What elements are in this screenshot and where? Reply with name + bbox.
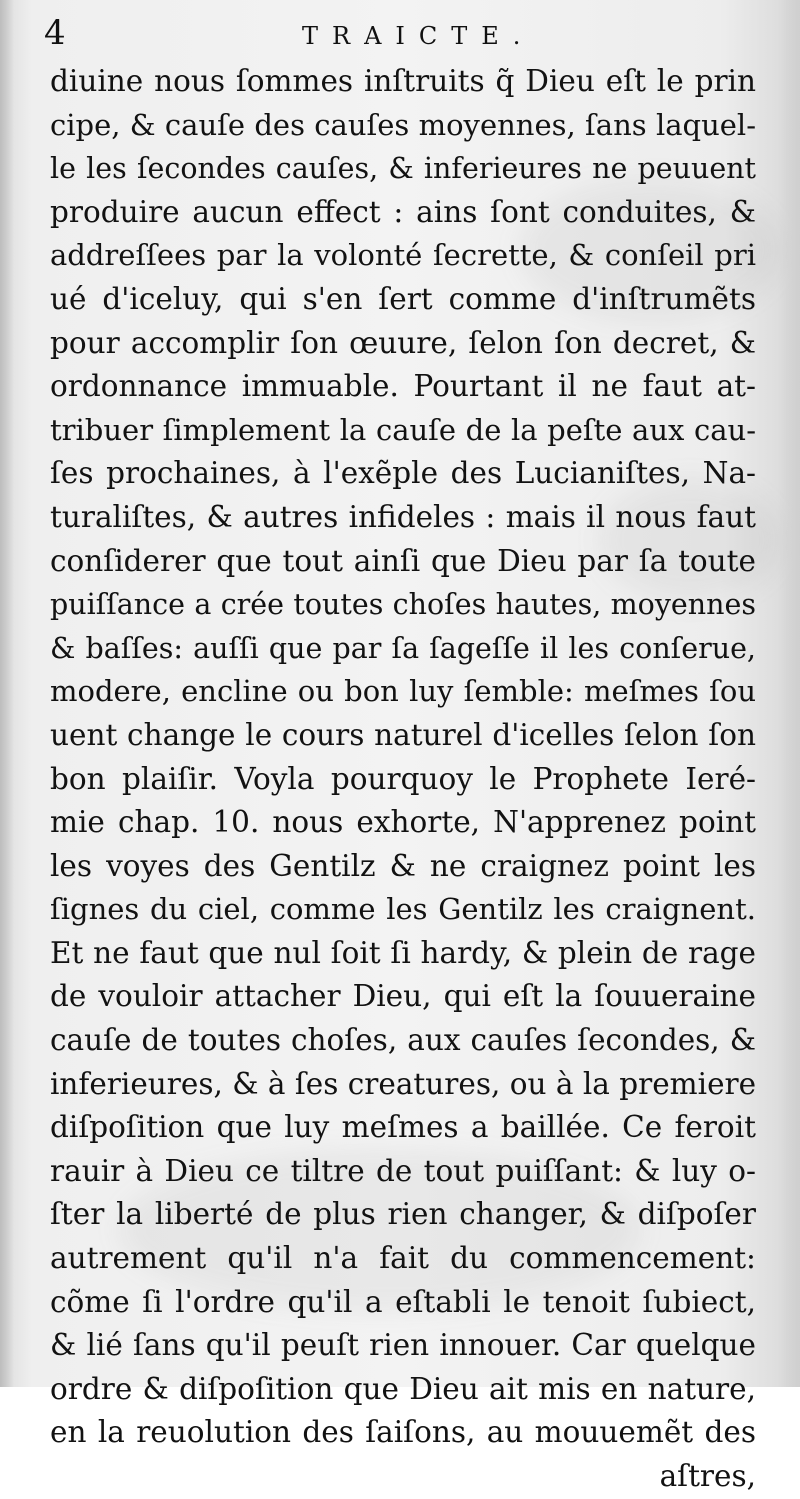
text-line: ué d'iceluy, qui s'en ſert comme d'inſtrumẽts — [50, 281, 756, 316]
text-line: cipe, & cauſe des cauſes moyennes, ſans laquel- — [50, 107, 756, 142]
text-line: uent change le cours naturel d'icelles ſelon ſon — [50, 717, 756, 752]
text-line: produire aucun effect : ains ſont conduites, & — [50, 194, 756, 229]
text-line: le les ſecondes cauſes, & inferieures ne peuuent — [50, 152, 756, 186]
text-line: Et ne faut que nul ſoit ſi hardy, & plein de rage — [50, 935, 756, 970]
body-text — [50, 60, 756, 1499]
text-line: cauſe de toutes choſes, aux cauſes ſecondes, & — [50, 1023, 756, 1058]
text-line: bon plaiſir. Voyla pourquoy le Prophete Ieré- — [50, 761, 756, 796]
text-line: diſpoſition que luy meſmes a baillée. Ce feroit — [50, 1110, 756, 1145]
text-line: inferieures, & à ſes creatures, ou à la premiere — [50, 1066, 757, 1101]
text-line: puiſſance a crée toutes choſes hautes, moyennes — [50, 588, 756, 622]
text-line: tribuer ſimplement la cauſe de la peſte aux cau- — [50, 412, 756, 447]
text-line: pour accomplir ſon œuure, ſelon ſon decret, & — [50, 325, 756, 360]
text-line: ſes prochaines, à l'exẽple des Lucianiſtes, Na- — [50, 456, 756, 491]
text-line: & baſſes: auſſi que par ſa ſageſſe il les conſerue, — [50, 631, 756, 665]
text-line: autrement qu'il n'a fait du commencement: — [50, 1241, 756, 1276]
text-line: & lié ſans qu'il peuſt rien innouer. Car quelque — [50, 1328, 756, 1363]
text-line: ordre & diſpoſition que Dieu ait mis en nature, — [50, 1371, 756, 1406]
text-line: conſiderer que tout ainſi que Dieu par ſa toute — [50, 543, 756, 578]
text-line: ſignes du ciel, comme les Gentilz les craignent. — [50, 892, 756, 927]
running-head: TRAICTE. — [302, 22, 535, 50]
page-number: 4 — [44, 13, 66, 53]
text-line: modere, encline ou bon luy ſemble: meſmes ſou — [50, 674, 756, 709]
text-line: en la reuolution des ſaiſons, au mouuemẽt des — [50, 1415, 756, 1450]
text-line: les voyes des Gentilz & ne craignez point les — [50, 848, 756, 883]
text-line: addreſſees par la volonté ſecrette, & conſeil pri — [50, 238, 756, 273]
text-line: rauir à Dieu ce tiltre de tout puiſſant: & luy o- — [50, 1153, 756, 1188]
text-line: mie chap. 10. nous exhorte, N'apprenez point — [50, 805, 756, 840]
text-line: turaliſtes, & autres infideles : mais il nous faut — [50, 499, 756, 534]
text-line: cõme ſi l'ordre qu'il a eſtabli le tenoit ſubiect, — [50, 1284, 756, 1319]
catchword: aſtres, — [659, 1459, 756, 1493]
page-header — [44, 8, 754, 54]
text-line: ordonnance immuable. Pourtant il ne faut at- — [50, 369, 756, 404]
text-line: ſter la liberté de plus rien changer, & diſpoſer — [50, 1197, 756, 1232]
text-line: de vouloir attacher Dieu, qui eſt la ſouueraine — [50, 979, 756, 1014]
text-line: diuine nous ſommes inſtruits q̃ Dieu eſt le prin — [50, 64, 756, 98]
